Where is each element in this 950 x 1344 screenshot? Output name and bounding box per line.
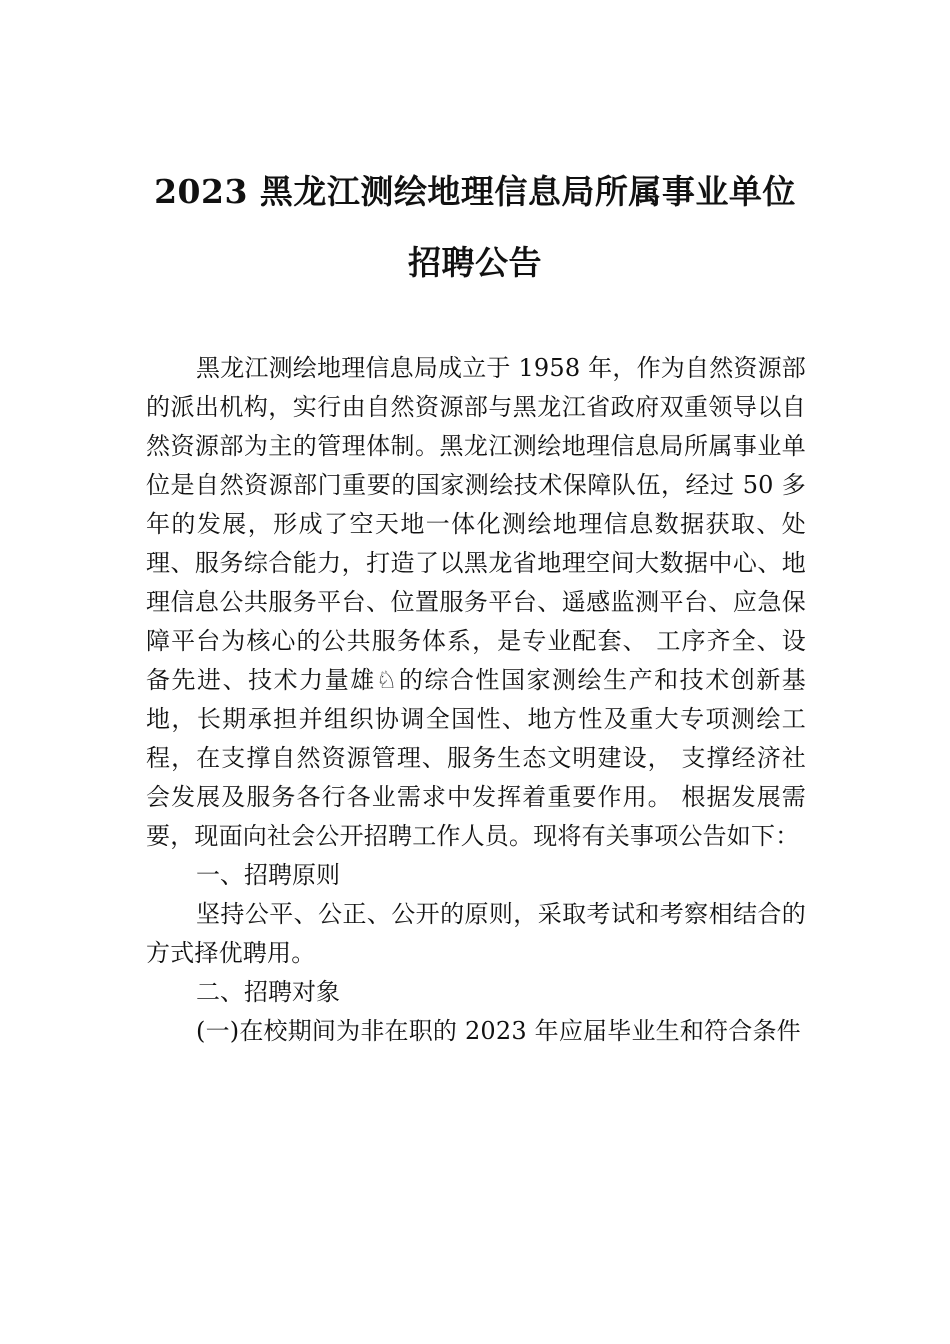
section2-heading: 二、招聘对象: [196, 978, 340, 1006]
section1-text: 坚持公平、公正、公开的原则，采取考试和考察相结合的方式择优聘用。: [146, 900, 806, 967]
document-body: [146, 349, 806, 1051]
intro-paragraph: 黑龙江测绘地理信息局成立于 1958 年，作为自然资源部的派出机构，实行由自然资源部与黑龙江省政府双重领导以自然资源部为主的管理体制。黑龙江测绘地理信息局所属事业单位是自然资源部门重要的国家测绘技术保障队伍，经过 50 多年的发展，形成了空天地一体化测绘地理信息数据获取、处理、服务综合能力，打造了以黑龙省地理空间大数据中心、地理信息公共服务平台、位置服务平台、遥感监测平台、应急保障平台为核心的公共服务体系，是专业配套、 工序齐全、设备先进、技术力量雄♘的综合性国家测绘生产和技术创新基地，长期承担并组织协调全国性、地方性及重大专项测绘工程，在支撑自然资源管理、服务生态文明建设， 支撑经济社会发展及服务各行各业需求中发挥着重要作用。 根据发展需要，现面向社会公开招聘工作人员。现将有关事项公告如下：: [146, 354, 806, 850]
document-title-line1: 2023 黑龙江测绘地理信息局所属事业单位: [154, 172, 796, 211]
document-title-line2: 招聘公告: [408, 243, 542, 282]
section1-heading: 一、招聘原则: [196, 861, 340, 889]
section2-item1: (一)在校期间为非在职的 2023 年应届毕业生和符合条件: [196, 1017, 801, 1045]
